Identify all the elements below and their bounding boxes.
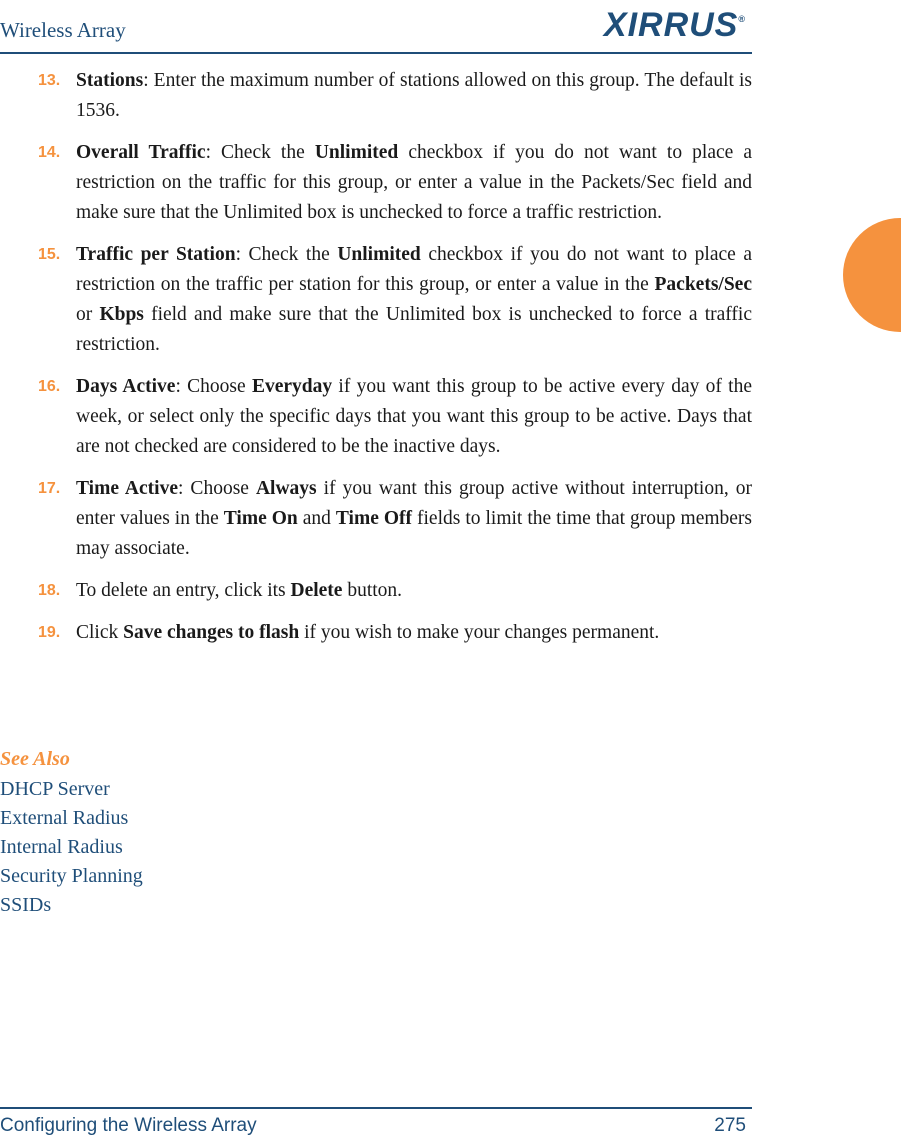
step-field-name: Kbps — [99, 304, 144, 325]
step-item — [0, 138, 752, 228]
see-also-links — [0, 775, 143, 920]
step-number: 18. — [38, 582, 61, 599]
step-text: : Enter the maximum number of stations allowed on this group. The default is 1536. — [76, 70, 752, 121]
step-field-name: Time On — [223, 508, 298, 529]
step-item — [0, 66, 752, 126]
step-text: or — [76, 304, 100, 325]
step-text: field and make sure that the Unlimited box is unchecked to force a traffic restriction. — [76, 304, 753, 355]
step-text: : Check the — [235, 244, 338, 265]
see-also-link[interactable]: SSIDs — [0, 894, 52, 916]
step-field-name: Time Off — [335, 508, 413, 529]
step-text: button. — [342, 580, 403, 601]
xirrus-logo — [604, 6, 746, 45]
step-number: 19. — [38, 624, 61, 641]
step-field-name: Unlimited — [337, 244, 421, 265]
see-also-heading: See Also — [0, 748, 70, 770]
step-text: : Choose — [177, 478, 256, 499]
registered-mark: ® — [738, 14, 746, 24]
step-number: 16. — [38, 378, 61, 395]
step-item — [0, 372, 752, 462]
step-text: checkbox if you do not want to place a restriction on the traffic per station for this group, or enter a value in the — [76, 244, 753, 295]
page-header — [0, 0, 752, 54]
steps-list — [0, 66, 752, 660]
chapter-tab-marker — [843, 218, 901, 332]
step-field-name: Unlimited — [314, 142, 399, 163]
see-also-link[interactable]: External Radius — [0, 807, 129, 829]
see-also-link[interactable]: Security Planning — [0, 865, 143, 887]
step-number: 17. — [38, 480, 61, 497]
step-field-name: Days Active — [76, 376, 176, 397]
see-also-link[interactable]: Internal Radius — [0, 836, 123, 858]
step-text: if you want this group active without interruption, or enter values in the — [76, 478, 752, 529]
step-field-name: Time Active — [76, 478, 178, 499]
step-text: if you want this group to be active every day of the week, or select only the specific days that you want this group to be active. Days that are not checked are considered to be the inactive days. — [76, 376, 752, 457]
step-field-name: Packets/Sec — [654, 274, 752, 295]
step-item — [0, 618, 752, 648]
step-number: 13. — [38, 72, 61, 89]
step-field-name: Overall Traffic — [76, 142, 206, 163]
step-field-name: Delete — [290, 580, 343, 601]
page-footer — [0, 1107, 752, 1139]
step-text: checkbox if you do not want to place a restriction on the traffic for this group, or enter a value in the Packets/Sec field and make sure that the Unlimited box is unchecked to force a traffic restriction. — [76, 142, 752, 223]
step-text: if you wish to make your changes permanent. — [299, 622, 660, 643]
step-item — [0, 474, 752, 564]
step-field-name: Traffic per Station — [76, 244, 236, 265]
header-title: Wireless Array — [0, 18, 126, 42]
step-item — [0, 576, 752, 606]
step-number: 15. — [38, 246, 61, 263]
step-text: : Check the — [205, 142, 315, 163]
step-number: 14. — [38, 144, 61, 161]
step-field-name: Stations — [76, 70, 144, 91]
step-text: : Choose — [175, 376, 252, 397]
see-also-link[interactable]: DHCP Server — [0, 778, 110, 800]
step-text: fields to limit the time that group members may associate. — [76, 508, 753, 559]
page-number: 275 — [714, 1115, 746, 1136]
see-also-section — [0, 748, 143, 920]
step-field-name: Everyday — [251, 376, 333, 397]
step-field-name: Always — [255, 478, 317, 499]
step-text: and — [297, 508, 336, 529]
step-text: To delete an entry, click its — [76, 580, 291, 601]
step-item — [0, 240, 752, 360]
logo-text: XIRRUS — [603, 6, 739, 44]
step-field-name: Save changes to flash — [123, 622, 300, 643]
footer-title: Configuring the Wireless Array — [0, 1115, 257, 1136]
step-text: Click — [76, 622, 124, 643]
